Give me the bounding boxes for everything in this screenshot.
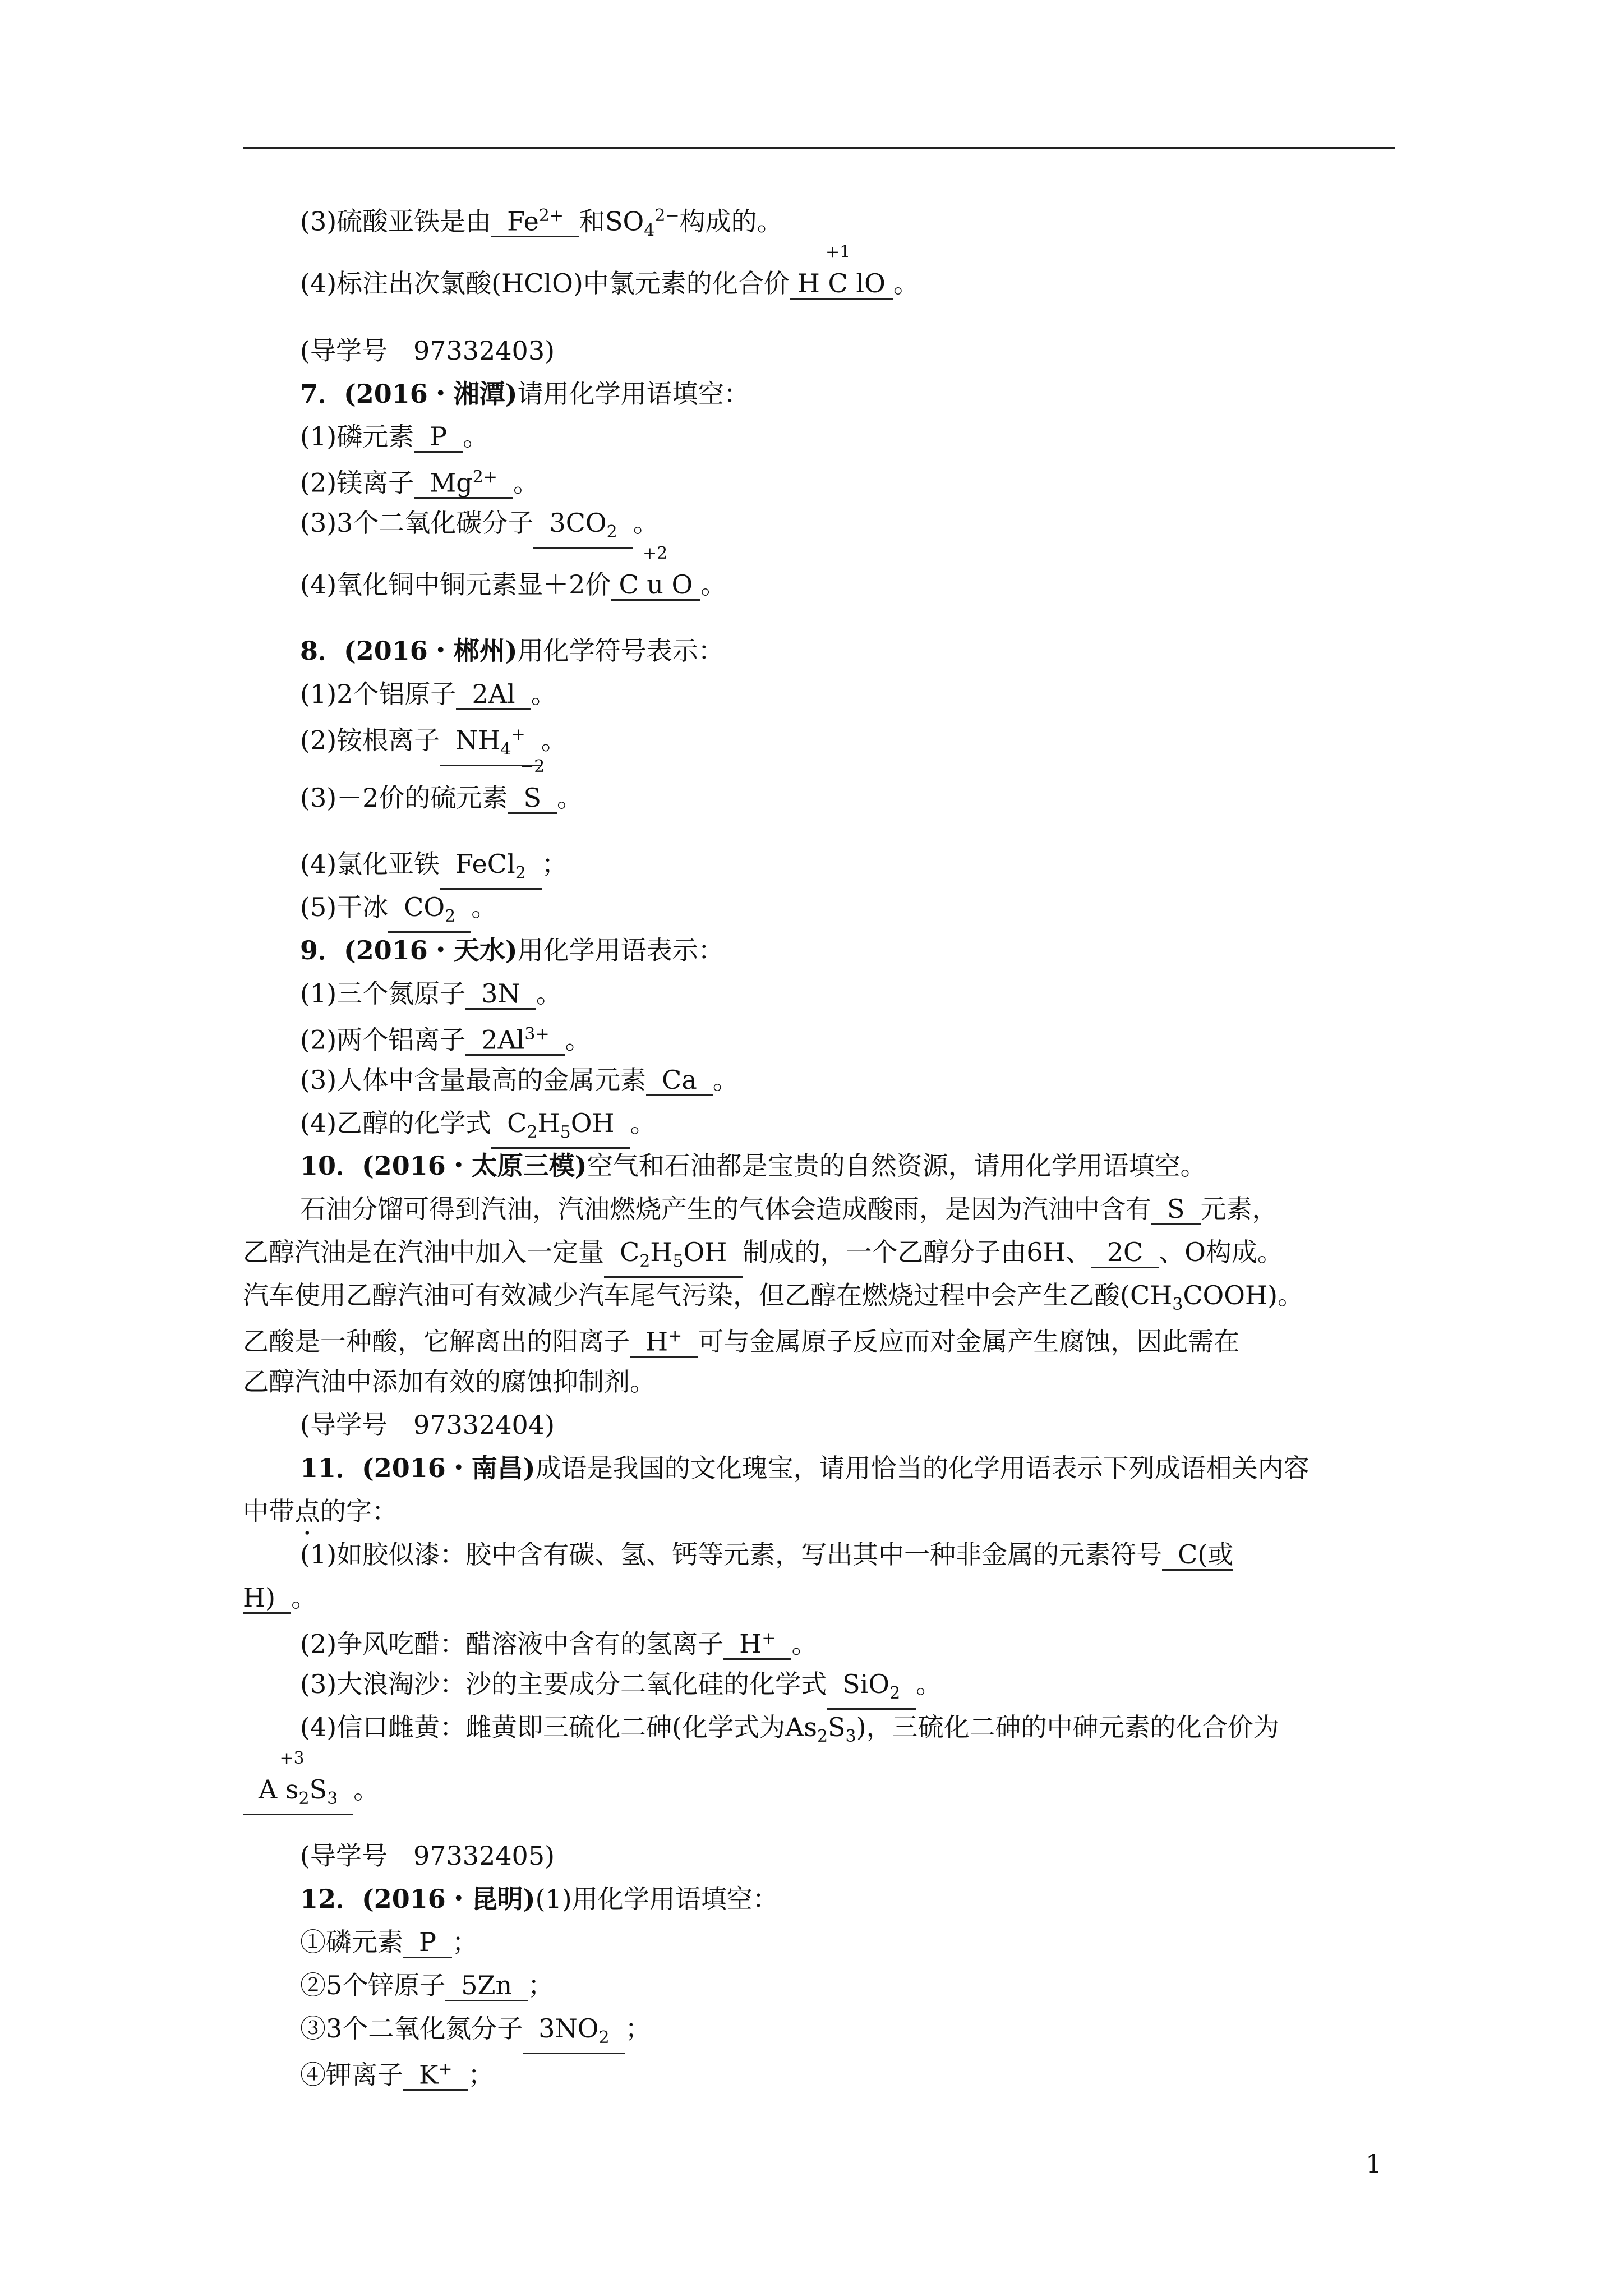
guide-number: (导学号 97332403) — [300, 335, 555, 366]
answer-blank: C(或 — [1162, 1540, 1233, 1571]
question-heading: 11．(2016・南昌)成语是我国的文化瑰宝，请用恰当的化学用语表示下列成语相关内容 — [300, 1453, 1310, 1483]
text-line: (2)镁离子 $Mg^{2+}$ 。 — [300, 463, 539, 499]
answer-blank: 2Al — [456, 679, 531, 710]
text-line: 石油分馏可得到汽油，汽油燃烧产生的气体会造成酸雨，是因为汽油中含有 S 元素， — [300, 1194, 1278, 1224]
text-line: (1)磷元素 P 。 — [300, 421, 489, 452]
text-line: (3)－2价的硫元素 −2 S 。 — [300, 757, 583, 813]
text-line: ④钾离子 K+ ； — [300, 2055, 494, 2091]
text-line: (1)如胶似漆：胶中含有碳、氢、钙等元素，写出其中一种非金属的元素符号 C(或 — [300, 1539, 1234, 1570]
text-line: (3)硫酸亚铁是由 $Fe^{2+}$ 和$SO_4^{2-}$构成的。 — [300, 199, 783, 248]
answer-blank: H) — [243, 1583, 291, 1614]
answer-blank: $Mg^{2+}$ — [414, 463, 513, 499]
answer-blank: −2 S — [508, 783, 557, 814]
answer-blank: H+ — [723, 1624, 791, 1660]
text-line: (3)大浪淘沙：沙的主要成分二氧化硅的化学式 SiO$_2$ 。 — [300, 1667, 942, 1710]
text-line: (2)争风吃醋：醋溶液中含有的氢离子 H+ 。 — [300, 1624, 817, 1660]
text-line: (1)2个铝原子 2Al 。 — [300, 679, 557, 709]
text-line: (4)信口雌黄：雌黄即三硫化二砷(化学式为$As_2S_3$)，三硫化二砷的中砷元素的化合价为 — [300, 1712, 1279, 1747]
answer-blank: 2C — [1091, 1237, 1159, 1268]
text-line: 中带点的字： — [243, 1496, 398, 1526]
question-heading: 12．(2016・昆明)(1)用化学用语填空： — [300, 1884, 778, 1914]
text-line: H) 。 — [243, 1582, 317, 1613]
answer-blank: $2Al^{3+}$ — [465, 1020, 565, 1056]
text-line: ①磷元素 P ； — [300, 1927, 478, 1957]
text-line: (4)氯化亚铁 FeCl$_2$ ； — [300, 847, 568, 890]
text-line: (4)标注出次氯酸(HClO)中氯元素的化合价 H +1 C lO 。 — [300, 242, 919, 298]
question-heading: 8．(2016・郴州)用化学符号表示： — [300, 636, 724, 666]
question-heading: 10．(2016・太原三模)空气和石油都是宝贵的自然资源，请用化学用语填空。 — [300, 1151, 1206, 1181]
answer-blank: K+ — [403, 2055, 468, 2091]
answer-blank: A +3 $s_2S_3$ — [243, 1775, 353, 1815]
answer-blank: S — [1151, 1194, 1201, 1225]
text-line: (4)氧化铜中铜元素显＋2价 C +2 u O 。 — [300, 544, 727, 600]
text-line: (5)干冰 $CO_2$ 。 — [300, 890, 497, 933]
answer-blank: 5Zn — [445, 1971, 528, 2001]
answer-blank: $C_2H_5OH$ — [604, 1237, 743, 1278]
header-rule — [243, 147, 1395, 149]
answer-blank: $NH_4^+$ — [440, 720, 541, 766]
answer-blank: $C_2H_5OH$ — [491, 1108, 630, 1149]
text-line: ②5个锌原子 5Zn ； — [300, 1970, 554, 2000]
answer-blank: H +1 C lO — [790, 269, 893, 300]
text-line: ③3个二氧化氮分子 $3NO_2$ ； — [300, 2012, 651, 2054]
answer-blank: $3NO_2$ — [523, 2014, 625, 2054]
text-line: 乙醇汽油是在汽油中加入一定量 $C_2H_5OH$ 制成的，一个乙醇分子由6H、 2C 、O构成。 — [243, 1235, 1283, 1278]
text-line: 汽车使用乙醇汽油可有效减少汽车尾气污染，但乙醇在燃烧过程中会产生乙酸$(CH_3COOH)$。 — [243, 1280, 1304, 1315]
answer-blank: $CO_2$ — [388, 892, 471, 933]
answer-blank: P — [414, 422, 463, 453]
text-line: (3)人体中含量最高的金属元素 Ca 。 — [300, 1065, 739, 1095]
text-line: (4)乙醇的化学式 $C_2H_5OH$ 。 — [300, 1106, 656, 1149]
answer-blank: FeCl$_2$ — [440, 849, 542, 890]
text-line: (2)两个铝离子 $2Al^{3+}$ 。 — [300, 1020, 591, 1056]
answer-blank: Ca — [646, 1065, 713, 1096]
guide-number: (导学号 97332405) — [300, 1841, 555, 1871]
answer-blank: H+ — [630, 1322, 698, 1358]
answer-blank: $3CO_2$ — [533, 508, 633, 549]
answer-blank: C +2 u O — [611, 570, 700, 601]
text-line: (3)3个二氧化碳分子 $3CO_2$ 。 — [300, 506, 659, 549]
answer-blank: SiO$_2$ — [827, 1669, 916, 1710]
text-line: A +3 $s_2S_3$ 。 — [243, 1773, 379, 1815]
question-heading: 7．(2016・湘潭)请用化学用语填空： — [300, 379, 750, 409]
text-line: (1)三个氮原子 3N 。 — [300, 978, 562, 1009]
question-heading: 9．(2016・天水)用化学用语表示： — [300, 935, 724, 965]
answer-blank: 3N — [465, 979, 536, 1010]
text-line: 乙酸是一种酸，它解离出的阳离子 H+ 可与金属原子反应而对金属产生腐蚀，因此需在 — [243, 1322, 1239, 1358]
text-line: 乙醇汽油中添加有效的腐蚀抑制剂。 — [243, 1366, 656, 1397]
answer-blank: P — [403, 1927, 452, 1958]
text-line: (2)铵根离子 $NH_4^+$ 。 — [300, 720, 567, 766]
guide-number: (导学号 97332404) — [300, 1410, 555, 1440]
answer-blank: $Fe^{2+}$ — [491, 201, 579, 237]
page-number: 1 — [1366, 2148, 1382, 2179]
